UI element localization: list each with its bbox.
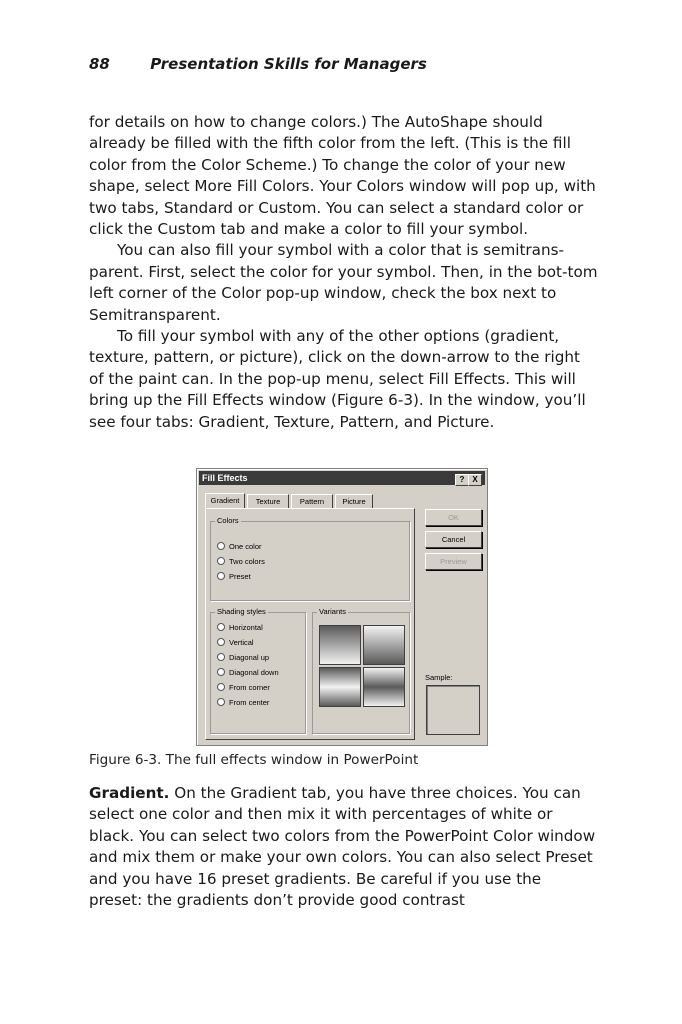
radio-vertical[interactable]: Vertical [217, 638, 254, 647]
close-icon[interactable]: X [468, 474, 482, 486]
page-number: 88 [89, 55, 110, 73]
variant-swatch-3[interactable] [319, 667, 361, 707]
body-text-bottom [89, 783, 599, 911]
variant-swatch-4[interactable] [363, 667, 405, 707]
body-text-top [89, 112, 599, 433]
radio-horizontal[interactable]: Horizontal [217, 623, 263, 632]
tab-gradient[interactable]: Gradient [205, 493, 245, 509]
help-icon[interactable]: ? [455, 474, 469, 486]
sample-preview [426, 685, 480, 735]
paragraph-3: To fill your symbol with any of the other options (gradient, texture, pattern, or picture), click on the down-arrow to the right of the paint can. In the pop-up menu, select Fill Effects. This will bring up the Fill Effects window (Figure 6-3). In the window, you’ll see four tabs: Gradient, Texture, Pattern, and Picture. [89, 327, 586, 431]
variants-group-label: Variants [319, 607, 346, 616]
radio-two-colors[interactable]: Two colors [217, 557, 265, 566]
cancel-button[interactable]: Cancel [425, 531, 482, 548]
ok-button[interactable]: OK [425, 509, 482, 526]
colors-group [210, 516, 410, 601]
radio-preset[interactable]: Preset [217, 572, 251, 581]
variants-group [312, 607, 410, 734]
tab-picture[interactable]: Picture [335, 494, 373, 508]
tab-pattern[interactable]: Pattern [291, 494, 333, 508]
figure-caption: Figure 6-3. The full effects window in PowerPoint [89, 752, 419, 768]
paragraph-4-text: On the Gradient tab, you have three choices. You can select one color and then mix it with percentages of white or black. You can select two colors from the PowerPoint Color window and mix them or make your own colors. You can also select Preset and you have 16 preset gradients. Be careful if you use the preset: the gradients don’t provide good contrast [89, 784, 596, 910]
radio-from-corner[interactable]: From corner [217, 683, 270, 692]
gradient-lead: Gradient. [89, 784, 170, 802]
radio-one-color[interactable]: One color [217, 542, 262, 551]
paragraph-2: You can also fill your symbol with a color that is semitrans-parent. First, select the color for your symbol. Then, in the bot-tom left corner of the Color pop-up window, check the box next to Semitransparent. [89, 241, 598, 324]
running-header [89, 55, 427, 73]
paragraph-4 [89, 783, 599, 911]
shading-group-label: Shading styles [217, 607, 266, 616]
fill-effects-dialog [196, 468, 488, 746]
dialog-titlebar [199, 471, 485, 485]
dialog-title: Fill Effects [202, 473, 248, 483]
book-title: Presentation Skills for Managers [150, 55, 427, 73]
radio-diagonal-up[interactable]: Diagonal up [217, 653, 269, 662]
variant-swatch-1[interactable] [319, 625, 361, 665]
shading-styles-group [210, 607, 306, 734]
paragraph-1: for details on how to change colors.) The AutoShape should already be filled with the fifth color from the left. (This is the fill color from the Color Scheme.) To change the color of your new shape, select More Fill Colors. Your Colors window will pop up, with two tabs, Standard or Custom. You can select a standard color or click the Custom tab and make a color to fill your symbol. [89, 113, 596, 239]
colors-group-label: Colors [217, 516, 239, 525]
radio-from-center[interactable]: From center [217, 698, 269, 707]
sample-label: Sample: [425, 673, 453, 682]
tab-texture[interactable]: Texture [247, 494, 289, 508]
preview-button[interactable]: Preview [425, 553, 482, 570]
variant-swatch-2[interactable] [363, 625, 405, 665]
gradient-panel [205, 508, 415, 740]
radio-diagonal-down[interactable]: Diagonal down [217, 668, 279, 677]
